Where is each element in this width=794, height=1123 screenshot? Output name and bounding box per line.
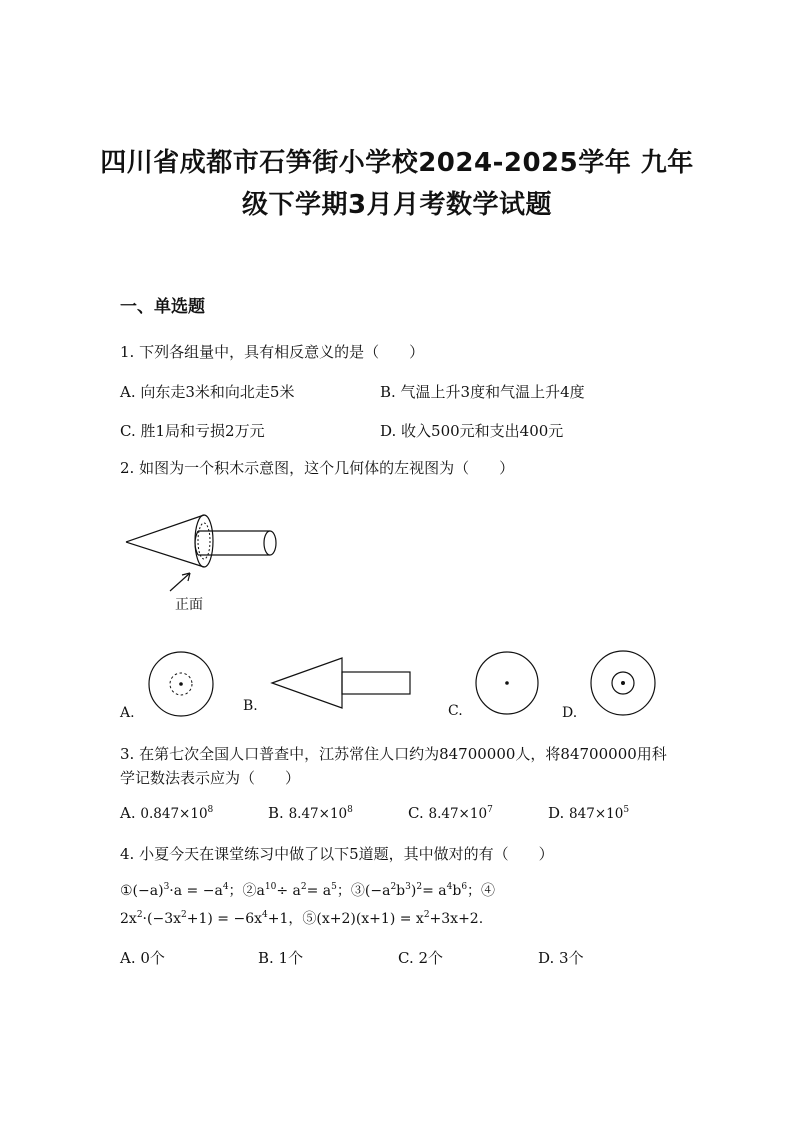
q1-option-d: D. 收入500元和支出400元 [380,422,564,440]
q4-f3-eq: = a [422,883,447,899]
q2-option-c-label: C. [448,703,463,719]
q4-f3-exp4: 4 [446,882,453,892]
q4-f3-exp5: 6 [461,882,468,892]
q1-option-b: B. 气温上升3度和气温上升4度 [380,383,585,401]
q4-f1-sep: ；②a [228,883,265,899]
q3-option-d-label: D. [548,804,565,822]
q2-solid-figure [120,505,290,615]
q4-f3-exp3: 2 [416,882,423,892]
q3-option-b-exp: 8 [347,805,353,815]
q1-stem: 1. 下列各组量中，具有相反意义的是（ ） [120,343,425,361]
q4-f4-exp1: 2 [136,910,143,920]
q3-option-d [548,804,629,822]
q4-f1-rest: ·a = −a [169,883,223,899]
q4-option-d: D. 3个 [538,949,584,967]
q4-f4-d: +1，⑤(x+2)(x+1) = x [267,911,424,927]
q4-f2-exp1: 10 [264,882,277,892]
q4-f4-a: 2x [120,911,137,927]
q2-option-c-figure [474,650,540,716]
q1-option-a: A. 向东走3米和向北走5米 [120,383,295,401]
q4-f1-exp: 3 [163,882,170,892]
doc-title-line2: 级下学期3月月考数学试题 [241,190,553,220]
q4-f2-eq: = a [306,883,332,899]
q4-option-c: C. 2个 [398,949,444,967]
q4-f4-e: +3x+2. [429,911,484,927]
q2-option-d-figure [588,649,658,719]
q4-f4-exp2: 2 [181,910,187,920]
q2-front-label: 正面 [175,597,203,613]
q3-option-d-base: 847×10 [569,806,624,822]
q3-option-c-label: C. [408,804,424,822]
q2-option-a-label: A. [120,705,135,721]
q4-f2-mid: ÷ a [276,883,301,899]
q4-f4-b: ·(−3x [142,911,181,927]
q4-f1: ①(−a) [120,883,164,899]
section-heading: 一、单选题 [120,297,205,317]
q4-f1-exp2: 4 [222,882,229,892]
q2-option-b-label: B. [243,698,258,714]
q4-formula-line1 [120,880,495,900]
q2-option-d-label: D. [562,705,578,721]
doc-title-line1: 四川省成都市石笋街小学校2024-2025学年 九年 [100,148,694,178]
q4-formula-line2 [120,908,483,928]
q3-option-c [408,804,493,822]
q4-f4-c: +1) = −6x [186,911,262,927]
q4-f3-sep: ；④ [467,883,496,899]
q3-option-b-label: B. [268,804,284,822]
q4-f3-b2: b [452,883,462,899]
q4-option-b: B. 1个 [258,949,304,967]
q3-option-a [120,804,213,822]
q2-option-a-figure [146,650,216,720]
q4-f3-b: b [396,883,406,899]
q4-option-a: A. 0个 [120,949,165,967]
q4-f2-exp2: 2 [300,882,307,892]
q3-option-b [268,804,353,822]
q3-option-c-base: 8.47×10 [428,806,488,822]
q3-option-a-label: A. [120,804,136,822]
q3-stem-line1: 3. 在第七次全国人口普查中，江苏常住人口约为84700000人，将84700000用科 [120,745,667,763]
q3-option-a-exp: 8 [207,805,214,815]
q4-f4-exp3: 4 [262,910,268,920]
q4-f2-exp3: 5 [331,882,337,892]
q4-f4-exp4: 2 [423,910,430,920]
q4-f3-exp2: 3 [405,882,411,892]
q3-option-d-exp: 5 [623,805,630,815]
q4-f3-close: ) [410,883,417,899]
q4-f2-sep: ；③(−a [336,883,391,899]
q3-stem-line2: 学记数法表示应为（ ） [120,769,301,787]
q3-option-c-exp: 7 [487,805,493,815]
q3-option-b-base: 8.47×10 [288,806,348,822]
q4-f3-exp1: 2 [390,882,397,892]
q3-option-a-base: 0.847×10 [140,806,208,822]
q2-option-b-figure [270,656,415,708]
q4-stem: 4. 小夏今天在课堂练习中做了以下5道题，其中做对的有（ ） [120,845,554,863]
q2-stem: 2. 如图为一个积木示意图，这个几何体的左视图为（ ） [120,459,515,477]
q1-option-c: C. 胜1局和亏损2万元 [120,422,265,440]
